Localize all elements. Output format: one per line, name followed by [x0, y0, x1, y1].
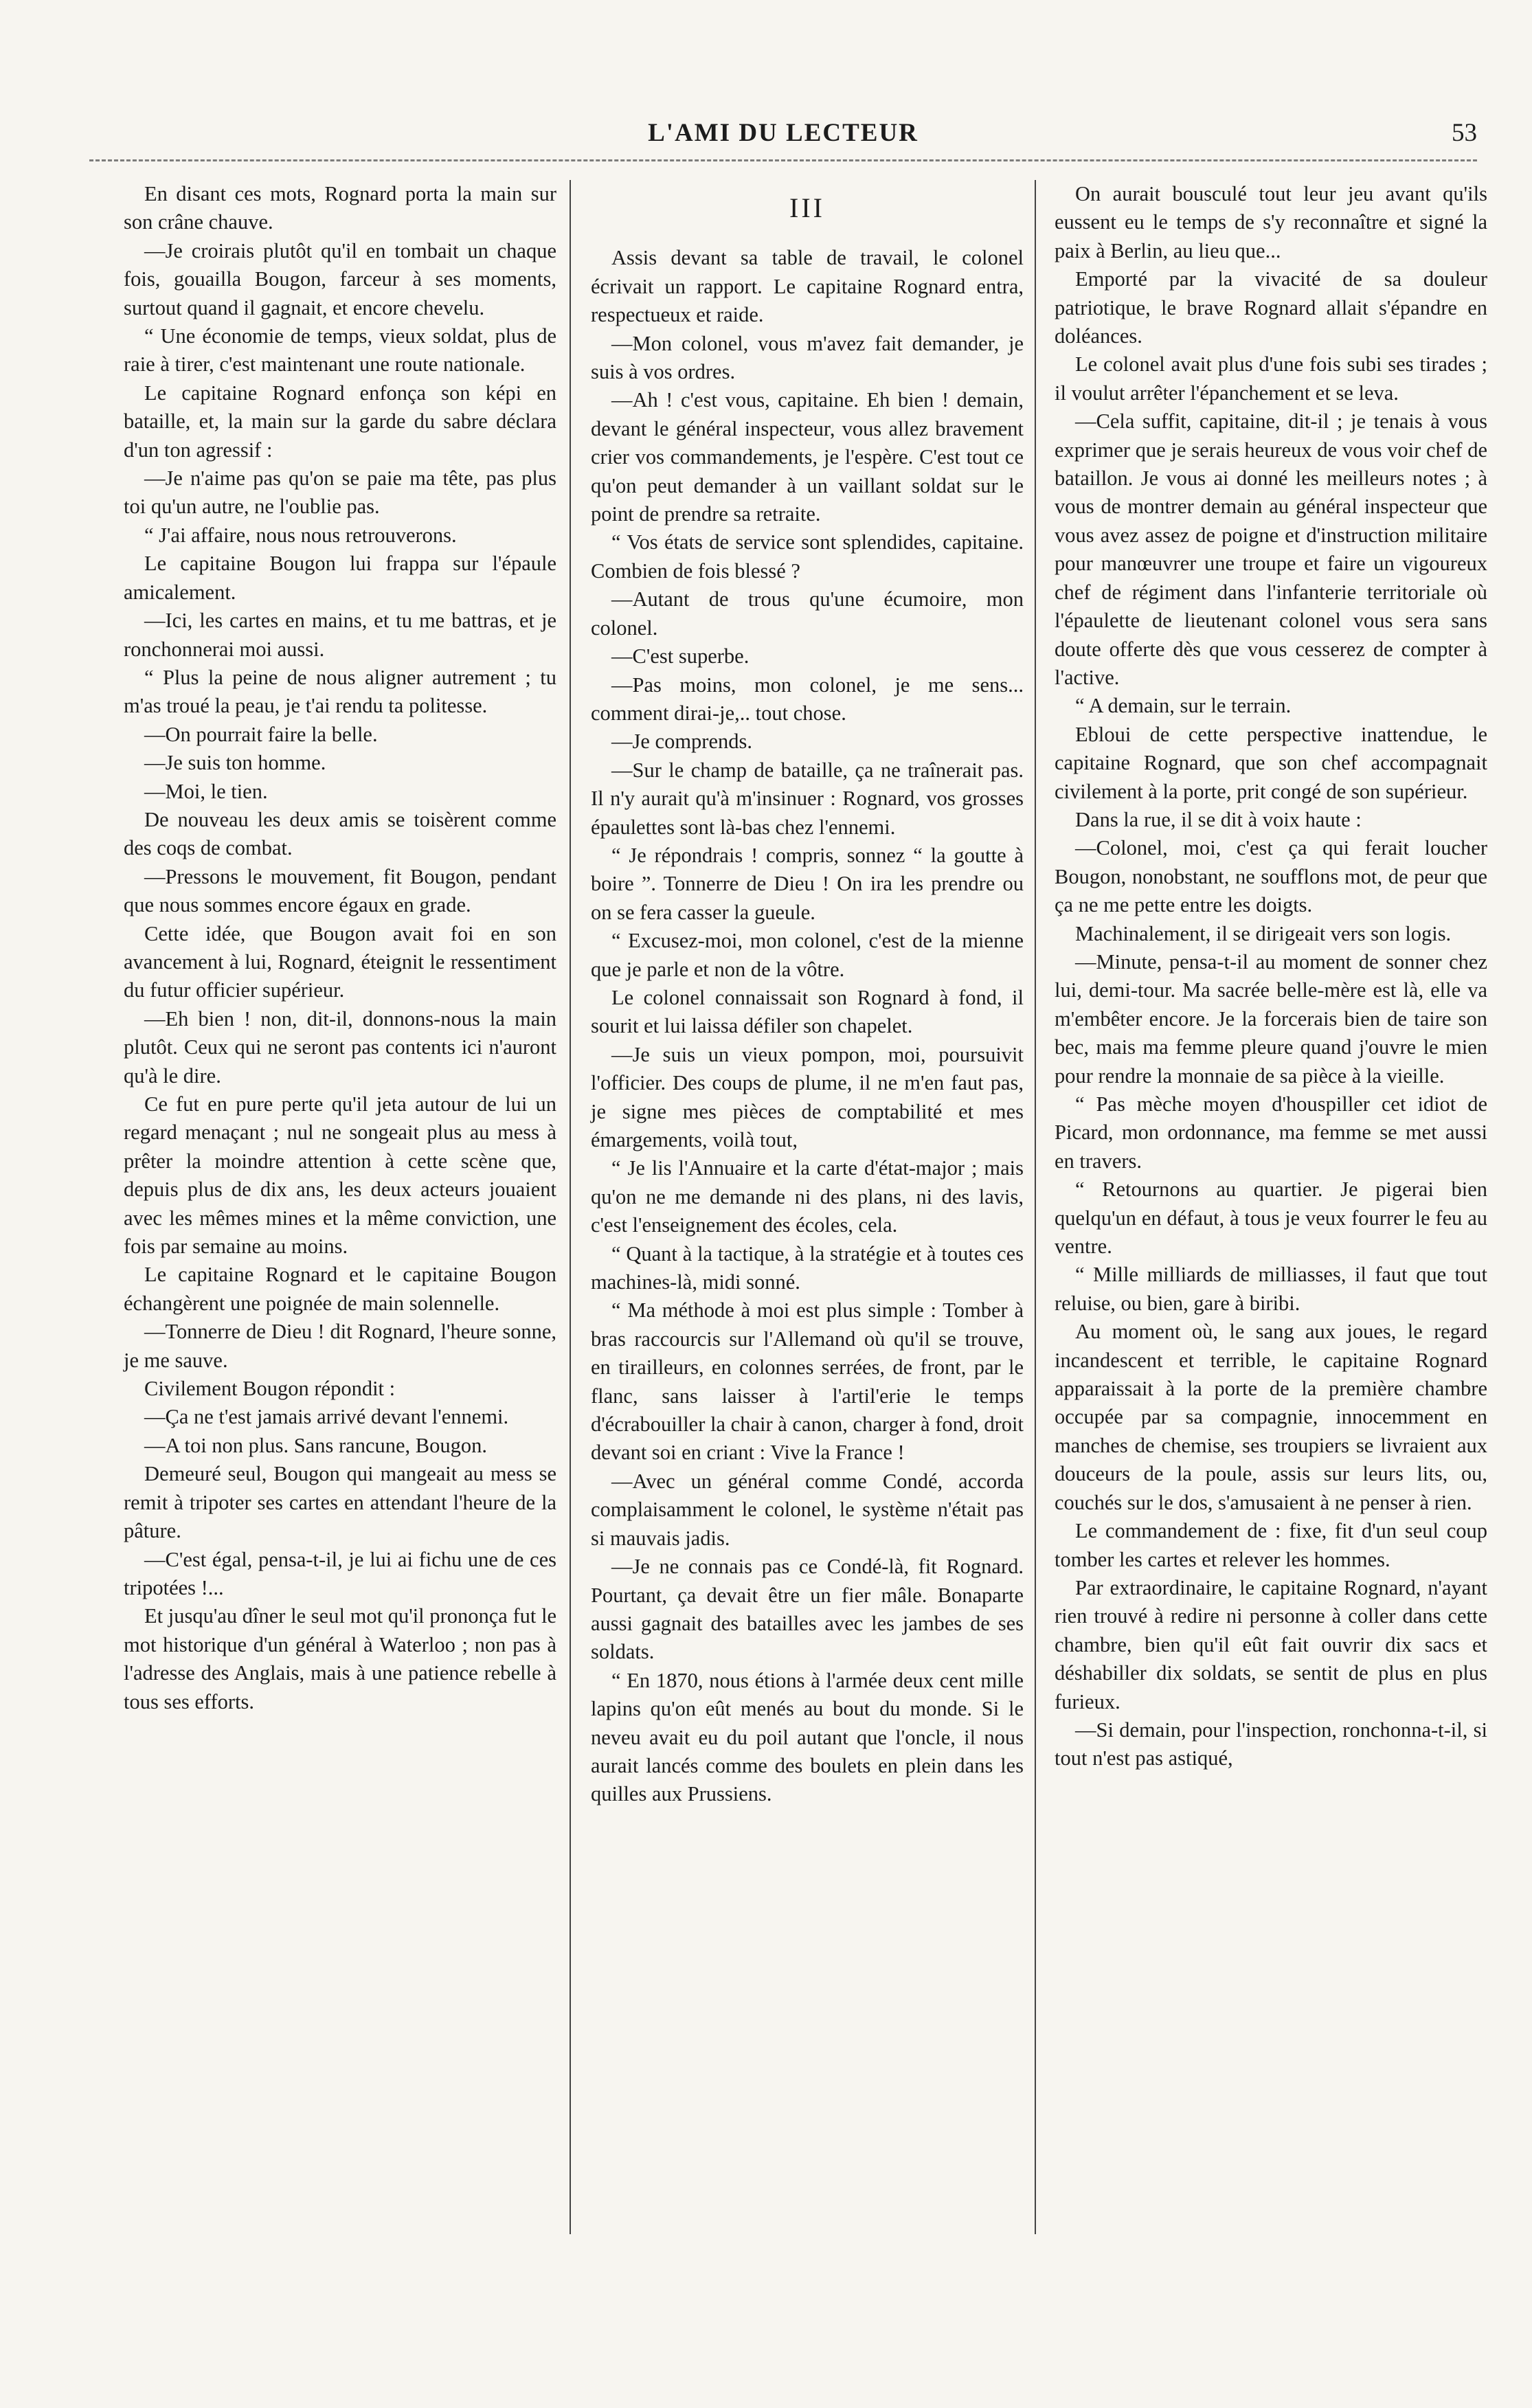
- paragraph: —Pressons le mouvement, fit Bougon, pendant que nous sommes encore égaux en grade.: [124, 864, 556, 917]
- section-number: III: [789, 192, 825, 223]
- paragraph: “ J'ai affaire, nous nous retrouverons.: [144, 523, 457, 547]
- paragraph: —Je suis un vieux pompon, moi, poursuivit l'officier. Des coups de plume, il ne m'en faut pas, je signe mes pièces de comptabilité et mes émargements, voilà tout,: [591, 1042, 1024, 1151]
- paragraph: “ Plus la peine de nous aligner autrement ; tu m'as troué la peau, je t'ai rendu ta politesse.: [124, 665, 556, 718]
- paragraph: Le capitaine Bougon lui frappa sur l'épaule amicalement.: [124, 552, 556, 604]
- paragraph: Dans la rue, il se dit à voix haute :: [1075, 807, 1362, 831]
- paragraph: —Je ne connais pas ce Condé-là, fit Rognard. Pourtant, ça devait être un fier mâle. Bonaparte aussi gagnait des batailles avec les jambes de ses soldats.: [591, 1555, 1024, 1664]
- paragraph: Emporté par la vivacité de sa douleur patriotique, le brave Rognard allait s'épandre en doléances.: [1055, 267, 1487, 348]
- paragraph: “ Pas mèche moyen d'houspiller cet idiot de Picard, mon ordonnance, ma femme se met aussi en travers.: [1055, 1092, 1487, 1173]
- paragraph: Assis devant sa table de travail, le colonel écrivait un rapport. Le capitaine Rognard entra, respectueux et raide.: [591, 246, 1024, 327]
- paragraph: Cette idée, que Bougon avait foi en son avancement à lui, Rognard, éteignit le ressentiment du futur officier supérieur.: [124, 921, 556, 1002]
- paragraph: —C'est égal, pensa-t-il, je lui ai fichu une de ces tripotées !...: [124, 1547, 556, 1599]
- paragraph: “ Excusez-moi, mon colonel, c'est de la mienne que je parle et non de la vôtre.: [591, 929, 1024, 981]
- paragraph: “ A demain, sur le terrain.: [1075, 694, 1292, 718]
- paragraph: —Mon colonel, vous m'avez fait demander, je suis à vos ordres.: [591, 331, 1024, 384]
- paragraph: Le colonel connaissait son Rognard à fond, il sourit et lui laissa défiler son chapelet.: [591, 985, 1024, 1038]
- column-1: [124, 180, 556, 1716]
- paragraph: Civilement Bougon répondit :: [144, 1377, 396, 1401]
- paragraph: “ Quant à la tactique, à la stratégie et à toutes ces machines-là, midi sonné.: [591, 1241, 1024, 1294]
- paragraph: —Moi, le tien.: [144, 779, 268, 803]
- paragraph: —Je comprends.: [611, 730, 752, 754]
- paragraph: Demeuré seul, Bougon qui mangeait au mess se remit à tripoter ses cartes en attendant l'heure de la pâture.: [124, 1462, 556, 1543]
- paragraph: —Eh bien ! non, dit-il, donnons-nous la main plutôt. Ceux qui ne seront pas contents ici n'auront qu'à le dire.: [124, 1006, 556, 1088]
- paragraph: —Colonel, moi, c'est ça qui ferait loucher Bougon, nonobstant, ne soufflons mot, de peur que ça ne me pette entre les doigts.: [1055, 836, 1487, 917]
- paragraph: Par extraordinaire, le capitaine Rognard, n'ayant rien trouvé à redire ni personne à coller dans cette chambre, bien qu'il eût fait ouvrir dix sacs et déshabiller dix soldats, se sentit de plus en plus furieux.: [1055, 1575, 1487, 1713]
- paragraph: —Je n'aime pas qu'on se paie ma tête, pas plus toi qu'un autre, ne l'oublie pas.: [124, 466, 556, 519]
- paragraph: Le capitaine Rognard enfonça son képi en bataille, et, la main sur la garde du sabre déclara d'un ton agressif :: [124, 381, 556, 462]
- page-header: [89, 118, 1477, 159]
- paragraph: —Sur le champ de bataille, ça ne traînerait pas. Il n'y aurait qu'à m'insinuer : Rognard, vos grosses épaulettes sont là-bas chez l'ennemi.: [591, 758, 1024, 839]
- paragraph: —C'est superbe.: [611, 644, 750, 668]
- column-2: [591, 180, 1024, 1809]
- paragraph: “ En 1870, nous étions à l'armée deux cent mille lapins qu'on eût menés au bout du monde. Si le neveu avait eu du poil autant que l'oncle, il nous aurait lancés comme des boulets en plein dans les quilles aux Prussiens.: [591, 1668, 1024, 1806]
- paragraph: —Tonnerre de Dieu ! dit Rognard, l'heure sonne, je me sauve.: [124, 1320, 556, 1372]
- paragraph: Et jusqu'au dîner le seul mot qu'il prononça fut le mot historique d'un général à Waterloo ; non pas à l'adresse des Anglais, mais à une patience rebelle à tous ses efforts.: [124, 1604, 556, 1713]
- paragraph: On aurait bousculé tout leur jeu avant qu'ils eussent eu le temps de s'y reconnaître et signé la paix à Berlin, au lieu que...: [1055, 182, 1487, 262]
- paragraph: —A toi non plus. Sans rancune, Bougon.: [144, 1433, 487, 1457]
- paragraph: “ Retournons au quartier. Je pigerai bien quelqu'un en défaut, à tous je veux fourrer le feu au ventre.: [1055, 1178, 1487, 1259]
- paragraph: —Pas moins, mon colonel, je me sens... comment dirai-je,.. tout chose.: [591, 673, 1024, 725]
- running-title: L'AMI DU LECTEUR: [648, 119, 919, 147]
- paragraph: —Si demain, pour l'inspection, ronchonna-t-il, si tout n'est pas astiqué,: [1055, 1718, 1487, 1770]
- paragraph: Le capitaine Rognard et le capitaine Bougon échangèrent une poignée de main solennelle.: [124, 1263, 556, 1315]
- paragraph: Ebloui de cette perspective inattendue, le capitaine Rognard, que son chef accompagnait civilement à la porte, prit congé de son supérieur.: [1055, 722, 1487, 803]
- paragraph: De nouveau les deux amis se toisèrent comme des coqs de combat.: [124, 807, 556, 860]
- paragraph: “ Ma méthode à moi est plus simple : Tomber à bras raccourcis sur l'Allemand où qu'il se trouve, en tirailleurs, en colonnes serrées, de front, par le flanc, sans laisser à l'artil'erie le temps d'écrabouiller la chair à canon, charger à fond, droit devant soi en criant : Vive la France !: [591, 1298, 1024, 1465]
- paragraph: Au moment où, le sang aux joues, le regard incandescent et terrible, le capitaine Rognard apparaissait à la porte de la première chambre occupée par sa compagnie, innocemment en manches de chemise, ses troupiers se livraient aux douceurs de la poule, assis sur leurs lits, ou, couchés sur le dos, s'amusaient à ne penser à rien.: [1055, 1320, 1487, 1514]
- header-rule: [89, 159, 1477, 161]
- paragraph: —Je croirais plutôt qu'il en tombait un chaque fois, gouailla Bougon, farceur à ses moments, surtout quand il gagnait, et encore chevelu.: [124, 238, 556, 319]
- column-3: [1055, 180, 1487, 1773]
- paragraph: Ce fut en pure perte qu'il jeta autour de lui un regard menaçant ; nul ne songeait plus au mess à prêter la moindre attention à cette scène que, depuis plus de dix ans, les deux acteurs jouaient avec les mêmes mines et la même conviction, une fois par semaine au moins.: [124, 1092, 556, 1259]
- paragraph: En disant ces mots, Rognard porta la main sur son crâne chauve.: [124, 182, 556, 234]
- page-number: 53: [1452, 119, 1477, 147]
- paragraph: —Minute, pensa-t-il au moment de sonner chez lui, demi-tour. Ma sacrée belle-mère est là, elle va m'embêter encore. Je la forcerais bien de taire son bec, mais ma femme pleure quand j'ouvre le mien pour rendre la monnaie de sa pièce à la vieille.: [1055, 949, 1487, 1088]
- paragraph: —Autant de trous qu'une écumoire, mon colonel.: [591, 587, 1024, 640]
- paragraph: —Cela suffit, capitaine, dit-il ; je tenais à vous exprimer que je serais heureux de vous voir chef de bataillon. Je vous ai donné les meilleurs notes ; à vous de montrer demain au général inspecteur que vous avez assez de poigne et d'instruction militaire pour manœuvrer une troupe et faire un vigoureux chef de régiment dans l'infanterie territoriale où l'épaulette de lieutenant colonel vous sera sans doute offerte dès que vous cesserez de compter à l'active.: [1055, 409, 1487, 689]
- paragraph: “ Mille milliards de milliasses, il faut que tout reluise, ou bien, gare à biribi.: [1055, 1263, 1487, 1315]
- paragraph: “ Je répondrais ! compris, sonnez “ la goutte à boire ”. Tonnerre de Dieu ! On ira les prendre ou on se fera casser la gueule.: [591, 843, 1024, 924]
- paragraph: “ Je lis l'Annuaire et la carte d'état-major ; mais qu'on ne me demande ni des plans, ni des lavis, c'est l'enseignement des écoles, cela.: [591, 1156, 1024, 1237]
- paragraph: “ Une économie de temps, vieux soldat, plus de raie à tirer, c'est maintenant une route nationale.: [124, 324, 556, 376]
- paragraph: “ Vos états de service sont splendides, capitaine. Combien de fois blessé ?: [591, 530, 1024, 583]
- paragraph: —Ah ! c'est vous, capitaine. Eh bien ! demain, devant le général inspecteur, vous allez bravement crier vos commandements, je l'espère. C'est tout ce qu'on peut demander à un vaillant soldat sur le point de prendre sa retraite.: [591, 388, 1024, 526]
- paragraph: —Ici, les cartes en mains, et tu me battras, et je ronchonnerai moi aussi.: [124, 609, 556, 661]
- paragraph: —Avec un général comme Condé, accorda complaisamment le colonel, le système n'était pas si mauvais jadis.: [591, 1469, 1024, 1550]
- paragraph: Machinalement, il se dirigeait vers son logis.: [1075, 921, 1452, 945]
- paragraph: Le commandement de : fixe, fit d'un seul coup tomber les cartes et relever les hommes.: [1055, 1519, 1487, 1571]
- paragraph: Le colonel avait plus d'une fois subi ses tirades ; il voulut arrêter l'épanchement et se leva.: [1055, 352, 1487, 405]
- paragraph: —Ça ne t'est jamais arrivé devant l'ennemi.: [144, 1405, 509, 1429]
- column-separator: [1035, 180, 1036, 2234]
- paragraph: —On pourrait faire la belle.: [144, 722, 378, 746]
- column-separator: [570, 180, 571, 2234]
- paragraph: —Je suis ton homme.: [144, 751, 326, 775]
